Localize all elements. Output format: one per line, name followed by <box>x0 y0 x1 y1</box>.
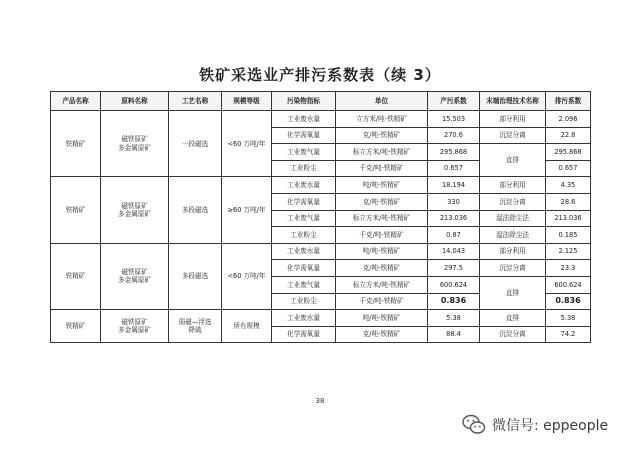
pollutant-cell: 工业废气量 <box>272 210 336 227</box>
table-row <box>51 243 591 260</box>
header-treatment-tech: 末端治理技术名称 <box>480 92 546 111</box>
emit-cell: 4.35 <box>546 177 591 194</box>
emit-cell: 23.3 <box>546 260 591 277</box>
process-cell <box>169 310 222 343</box>
unit-cell: 吨/吨-铁精矿 <box>336 310 428 327</box>
produce-cell: 0.836 <box>428 293 480 310</box>
watermark <box>462 412 608 438</box>
process-cell: 多段磁选 <box>169 243 222 309</box>
tech-cell: 沉淀分离 <box>480 193 546 210</box>
table-row <box>51 177 591 194</box>
produce-cell: 270.6 <box>428 127 480 144</box>
tech-cell: 直排 <box>480 276 546 309</box>
pollutant-cell: 工业粉尘 <box>272 293 336 310</box>
process-cell: 多段磁选 <box>169 177 222 243</box>
unit-cell: 千克/吨-铁精矿 <box>336 160 428 177</box>
tech-cell: 部分利用 <box>480 111 546 128</box>
process-line: 降硫 <box>188 326 202 335</box>
unit-cell: 标立方米/吨-铁精矿 <box>336 210 428 227</box>
header-unit: 单位 <box>336 92 428 111</box>
material-cell <box>101 111 169 177</box>
unit-cell: 立方米/吨-铁精矿 <box>336 111 428 128</box>
emit-cell: 213.036 <box>546 210 591 227</box>
material-cell <box>101 243 169 309</box>
produce-cell: 295.868 <box>428 144 480 161</box>
tech-cell: 沉淀分离 <box>480 260 546 277</box>
material-line: 磁铁原矿 <box>121 268 148 277</box>
scale-cell: <60 万吨/年 <box>222 243 272 309</box>
unit-cell: 吨/吨-铁精矿 <box>336 177 428 194</box>
pollutant-cell: 工业废水量 <box>272 111 336 128</box>
pollutant-cell: 化学需氧量 <box>272 260 336 277</box>
emit-cell: 2.125 <box>546 243 591 260</box>
unit-cell: 吨/吨-铁精矿 <box>336 243 428 260</box>
header-material: 原料名称 <box>101 92 169 111</box>
process-line: 弱磁—浮选 <box>178 317 212 326</box>
unit-cell: 克/吨-铁精矿 <box>336 127 428 144</box>
pollutant-cell: 工业废气量 <box>272 144 336 161</box>
produce-cell: 5.38 <box>428 310 480 327</box>
tech-cell: 直排 <box>480 310 546 327</box>
header-pollutant: 污染物指标 <box>272 92 336 111</box>
product-cell: 铁精矿 <box>51 243 101 309</box>
produce-cell: 88.4 <box>428 326 480 343</box>
page-number: 38 <box>315 397 325 405</box>
tech-cell: 沉淀分离 <box>480 326 546 343</box>
unit-cell: 标立方米/吨-铁精矿 <box>336 276 428 293</box>
emit-cell: 0.185 <box>546 227 591 244</box>
emit-cell: 22.8 <box>546 127 591 144</box>
produce-cell: 213.036 <box>428 210 480 227</box>
pollutant-cell: 化学需氧量 <box>272 326 336 343</box>
produce-cell: 14.043 <box>428 243 480 260</box>
produce-cell: 0.87 <box>428 227 480 244</box>
emit-cell: 600.624 <box>546 276 591 293</box>
scale-cell: 所有规模 <box>222 310 272 343</box>
material-line: 多金属原矿 <box>118 210 151 219</box>
emit-cell: 5.38 <box>546 310 591 327</box>
scale-cell: ≥60 万吨/年 <box>222 177 272 243</box>
material-cell <box>101 177 169 243</box>
scale-cell: <60 万吨/年 <box>222 111 272 177</box>
pollutant-cell: 工业废水量 <box>272 177 336 194</box>
material-line: 磁铁原矿 <box>121 135 148 144</box>
header-product: 产品名称 <box>51 92 101 111</box>
header-process: 工艺名称 <box>169 92 222 111</box>
pollutant-cell: 工业废水量 <box>272 243 336 260</box>
emit-cell: 28.6 <box>546 193 591 210</box>
unit-cell: 克/吨-铁精矿 <box>336 326 428 343</box>
pollutant-cell: 工业废气量 <box>272 276 336 293</box>
pollutant-cell: 工业粉尘 <box>272 160 336 177</box>
emit-cell: 0.657 <box>546 160 591 177</box>
tech-cell: 部分利用 <box>480 243 546 260</box>
material-line: 磁铁原矿 <box>121 201 148 210</box>
pollution-coefficient-table <box>50 91 591 343</box>
tech-cell: 湿法除尘法 <box>480 210 546 227</box>
header-emit-coef: 排污系数 <box>546 92 591 111</box>
unit-cell: 克/吨-铁精矿 <box>336 193 428 210</box>
table-row <box>51 310 591 327</box>
unit-cell: 千克/吨-铁精矿 <box>336 293 428 310</box>
pollutant-cell: 化学需氧量 <box>272 193 336 210</box>
product-cell: 铁精矿 <box>51 111 101 177</box>
material-line: 磁铁原矿 <box>121 317 148 326</box>
unit-cell: 克/吨-铁精矿 <box>336 260 428 277</box>
produce-cell: 297.5 <box>428 260 480 277</box>
watermark-text: 微信号: eppeople <box>492 418 609 434</box>
product-cell: 铁精矿 <box>51 310 101 343</box>
header-scale: 规模等级 <box>222 92 272 111</box>
wechat-icon <box>462 414 486 436</box>
produce-cell: 600.624 <box>428 276 480 293</box>
produce-cell: 0.657 <box>428 160 480 177</box>
product-cell: 铁精矿 <box>51 177 101 243</box>
material-line: 多金属原矿 <box>118 143 151 152</box>
emit-cell: 2.096 <box>546 111 591 128</box>
table-header-row <box>51 92 591 111</box>
produce-cell: 18.194 <box>428 177 480 194</box>
emit-cell: 0.836 <box>546 293 591 310</box>
produce-cell: 15.503 <box>428 111 480 128</box>
pollutant-cell: 化学需氧量 <box>272 127 336 144</box>
process-cell: 一段磁选 <box>169 111 222 177</box>
tech-cell: 直排 <box>480 144 546 177</box>
page-title: 铁矿采选业产排污系数表（续 3） <box>199 66 441 84</box>
tech-cell: 部分利用 <box>480 177 546 194</box>
material-cell <box>101 310 169 343</box>
tech-cell: 沉淀分离 <box>480 127 546 144</box>
produce-cell: 330 <box>428 193 480 210</box>
tech-cell: 湿法除尘法 <box>480 227 546 244</box>
emit-cell: 74.2 <box>546 326 591 343</box>
material-line: 多金属原矿 <box>118 326 151 335</box>
pollutant-cell: 工业废水量 <box>272 310 336 327</box>
material-line: 多金属原矿 <box>118 276 151 285</box>
unit-cell: 标立方米/吨-铁精矿 <box>336 144 428 161</box>
header-produce-coef: 产污系数 <box>428 92 480 111</box>
pollutant-cell: 工业粉尘 <box>272 227 336 244</box>
unit-cell: 千克/吨-铁精矿 <box>336 227 428 244</box>
emit-cell: 295.868 <box>546 144 591 161</box>
table-row <box>51 111 591 128</box>
